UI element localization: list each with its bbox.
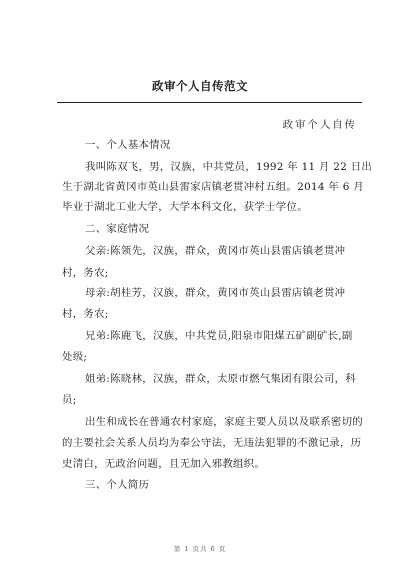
body-line: 生于湖北省黄冈市英山县雷家店镇老贯冲村五组。2014 年 6 月 — [62, 181, 364, 193]
body-line: 姐弟:陈晓林，汉族，群众，太原市燃气集团有限公司，科 — [85, 373, 357, 385]
body-line: 兄弟:陈鹿飞，汉族，中共党员,阳泉市阳煤五矿副矿长,副 — [85, 330, 353, 342]
body-line: 员; — [62, 394, 77, 406]
body-line: 处级; — [62, 351, 88, 363]
body-line: 村，务农; — [62, 267, 109, 279]
body-line: 出生和成长在普通农村家庭，家庭主要人员以及联系密切的 — [85, 416, 363, 428]
body-line: 母亲:胡桂芳，汉族，群众，黄冈市英山县雷店镇老贯冲 — [85, 287, 346, 299]
body-line: 我叫陈双飞，男，汉族，中共党员，1992 年 11 月 22 日出 — [85, 161, 373, 173]
body-line: 村，务农; — [62, 308, 109, 320]
section-heading-resume: 三、个人简历 — [85, 479, 150, 491]
body-line: 毕业于湖北工业大学，大学本科文化，获学士学位。 — [62, 201, 308, 213]
page-footer: 第 1 页共 6 页 — [173, 545, 227, 553]
header-label: 政审个人自传 — [282, 119, 357, 131]
section-heading-family: 二、家庭情况 — [85, 223, 150, 235]
document-title: 政审个人自传范文 — [152, 79, 248, 93]
body-line: 父亲:陈领先，汉族，群众，黄冈市英山县雷店镇老贯冲 — [85, 245, 346, 257]
section-heading-basic-info: 一、个人基本情况 — [85, 139, 171, 151]
title-rule — [57, 102, 362, 103]
body-line: 的主要社会关系人员均为奉公守法，无违法犯罪的不激记录，历 — [62, 437, 362, 449]
body-line: 史清白，无政治问题，且无加入邪教组织。 — [62, 458, 266, 470]
